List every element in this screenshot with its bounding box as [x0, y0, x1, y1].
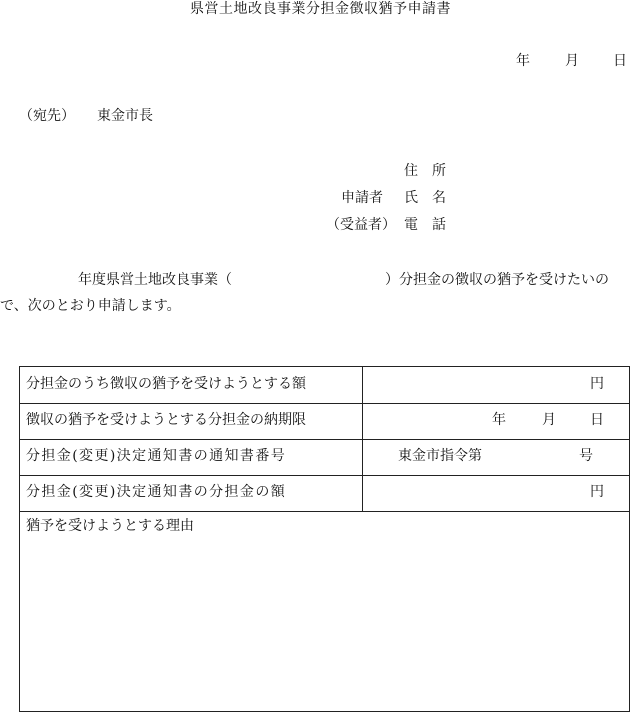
- withheld-amount-unit: 円: [590, 376, 604, 392]
- applicant-role-label: 申請者: [341, 190, 383, 206]
- body-line1-end: ）分担金の徴収の猶予を受けたいの: [385, 272, 609, 288]
- address-label: 住 所: [404, 163, 446, 179]
- addressee-name: 東金市長: [97, 108, 153, 124]
- withheld-amount-label: 分担金のうち徴収の猶予を受けようとする額: [26, 376, 306, 392]
- assessment-amount-field[interactable]: [362, 475, 630, 511]
- table-row: [20, 367, 629, 404]
- payment-deadline-label: 徴収の猶予を受けようとする分担金の納期限: [26, 412, 306, 428]
- page-title: 県営土地改良事業分担金徴収猶予申請書: [190, 1, 451, 17]
- notice-number-field[interactable]: [362, 439, 630, 475]
- deadline-year-label: 年: [492, 412, 506, 428]
- reason-field[interactable]: [20, 512, 629, 711]
- reason-label: 猶予を受けようとする理由: [26, 518, 194, 534]
- withheld-amount-field[interactable]: [362, 367, 630, 403]
- deadline-month-label: 月: [542, 412, 556, 428]
- beneficiary-label: （受益者）: [326, 217, 396, 233]
- details-table: [19, 366, 630, 712]
- date-month-label: 月: [565, 53, 579, 69]
- payment-deadline-field[interactable]: [362, 403, 630, 439]
- date-day-label: 日: [613, 53, 627, 69]
- notice-number-prefix: 東金市指令第: [398, 448, 482, 464]
- assessment-amount-label: 分担金(変更)決定通知書の分担金の額: [26, 484, 287, 500]
- body-line1-start: 年度県営土地改良事業（: [78, 272, 232, 288]
- name-label: 氏 名: [404, 190, 446, 206]
- date-year-label: 年: [516, 53, 530, 69]
- table-row: [20, 475, 629, 512]
- table-row: [20, 439, 629, 476]
- notice-number-suffix: 号: [579, 448, 593, 464]
- phone-label: 電 話: [404, 217, 446, 233]
- table-row: [20, 403, 629, 440]
- deadline-day-label: 日: [590, 412, 604, 428]
- notice-number-label: 分担金(変更)決定通知書の通知書番号: [26, 448, 287, 464]
- addressee-prefix: （宛先）: [19, 108, 75, 124]
- assessment-amount-unit: 円: [590, 484, 604, 500]
- body-line2: で、次のとおり申請します。: [0, 298, 181, 314]
